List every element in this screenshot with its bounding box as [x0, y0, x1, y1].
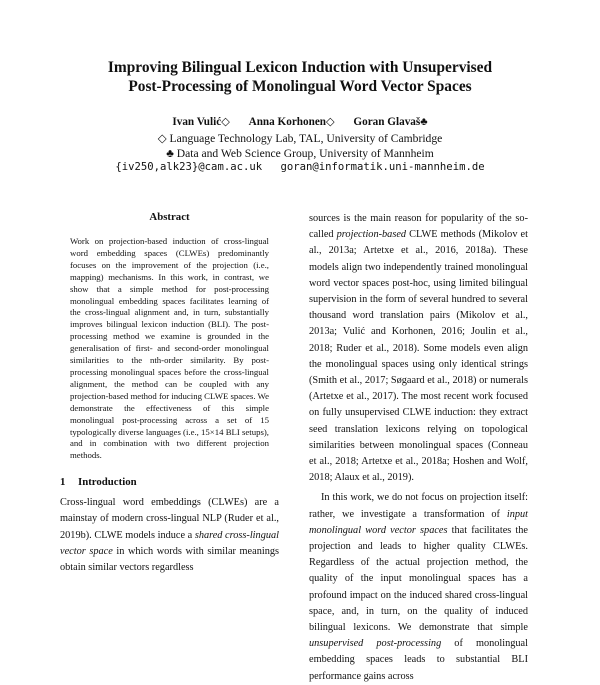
- author-list: [60, 114, 540, 128]
- emphasis-text: input monolingual word vector spaces: [309, 508, 528, 536]
- abstract-text: Work on projection-based induction of cross-lingual word embedding spaces (CLWEs) predominantly focuses on the improvement of the projection (i.e., mapping) mechanisms. In this work, in contrast, we show that a simple method for post-processing monolingual embedding spaces facilitates learning of the cross-lingual alignment and, in turn, substantially improves bilingual lexicon induction (BLI). The post-processing method we examine is grounded in the generalisation of first- and second-order monolingual similarities to the nth-order similarity. By post-processing monolingual spaces before the cross-lingual alignment, the method can be coupled with any projection-based method for inducing CLWE spaces. We demonstrate the effectiveness of this simple monolingual post-processing across a set of 15 typologically diverse languages (i.e., 15×14 BLI setups), and in combination with two different projection methods.: [70, 236, 269, 461]
- section-title: Introduction: [78, 476, 137, 489]
- email-mannheim: goran@informatik.uni-mannheim.de: [280, 161, 485, 173]
- author-name: Anna Korhonen◇: [248, 116, 335, 128]
- email-cambridge: {iv250,alk23}@cam.ac.uk: [115, 161, 263, 173]
- emphasis-text: unsupervised post-processing: [309, 638, 442, 650]
- intro-heading: [60, 476, 279, 488]
- paper-title: [60, 58, 540, 96]
- abstract-heading: Abstract: [149, 211, 190, 223]
- section-number: 1: [60, 476, 66, 489]
- right-column: [309, 211, 528, 685]
- body-paragraph-2: In this work, we do not focus on projection itself: rather, we investigate a transformation of input monolingual word vector spaces that facilitates the projection and leads to higher quality CLWEs. Regardless of the actual projection method, the quality of the input monolingual spaces has a profound impact on the induced shared cross-lingual space, and, in turn, on the quality of induced bilingual lexicons. We demonstrate that simple unsupervised post-processing of monolingual embedding spaces leads to substantial BLI performance gains across: [309, 492, 529, 682]
- author-emails: [60, 161, 540, 173]
- title-line-1: Improving Bilingual Lexicon Induction with Unsupervised: [107, 59, 493, 76]
- title-line-2: Post-Processing of Monolingual Word Vector Spaces: [128, 78, 472, 95]
- intro-paragraph: Cross-lingual word embeddings (CLWEs) are a mainstay of modern cross-lingual NLP (Ruder et al., 2019b). CLWE models induce a shared cross-lingual vector space in which words with similar meanings obtain similar vectors regardless: [60, 497, 280, 574]
- emphasis-text: projection-based: [336, 229, 407, 241]
- author-name: Ivan Vulić◇: [172, 116, 230, 128]
- emphasis-text: shared cross-lingual vector space: [60, 529, 280, 557]
- author-name: Goran Glavaš♣: [353, 116, 428, 128]
- affiliation-cambridge: ◇ Language Technology Lab, TAL, University of Cambridge: [157, 132, 443, 145]
- left-column: [60, 211, 279, 576]
- body-paragraph-1: sources is the main reason for popularity of the so-called projection-based CLWE methods (Mikolov et al., 2013a; Artetxe et al., 2016, 2018a). These models align two independently trained monolingual word vector spaces post-hoc, using limited bilingual supervision in the form of several hundred to several thousand word translation pairs (Mikolov et al., 2013a; Vulić and Korhonen, 2016; Joulin et al., 2018; Ruder et al., 2018). Some models even align the monolingual spaces using only identical strings (Smith et al., 2017; Søgaard et al., 2018) or numerals (Artetxe et al., 2017). The most recent work focused on fully unsupervised CLWE induction: they extract seed translation lexicons relying on topological similarities between monolingual spaces (Conneau et al., 2018; Artetxe et al., 2018a; Hoshen and Wolf, 2018; Alaux et al., 2019).: [309, 213, 528, 484]
- affiliation-mannheim: ♣ Data and Web Science Group, University of Mannheim: [166, 147, 434, 160]
